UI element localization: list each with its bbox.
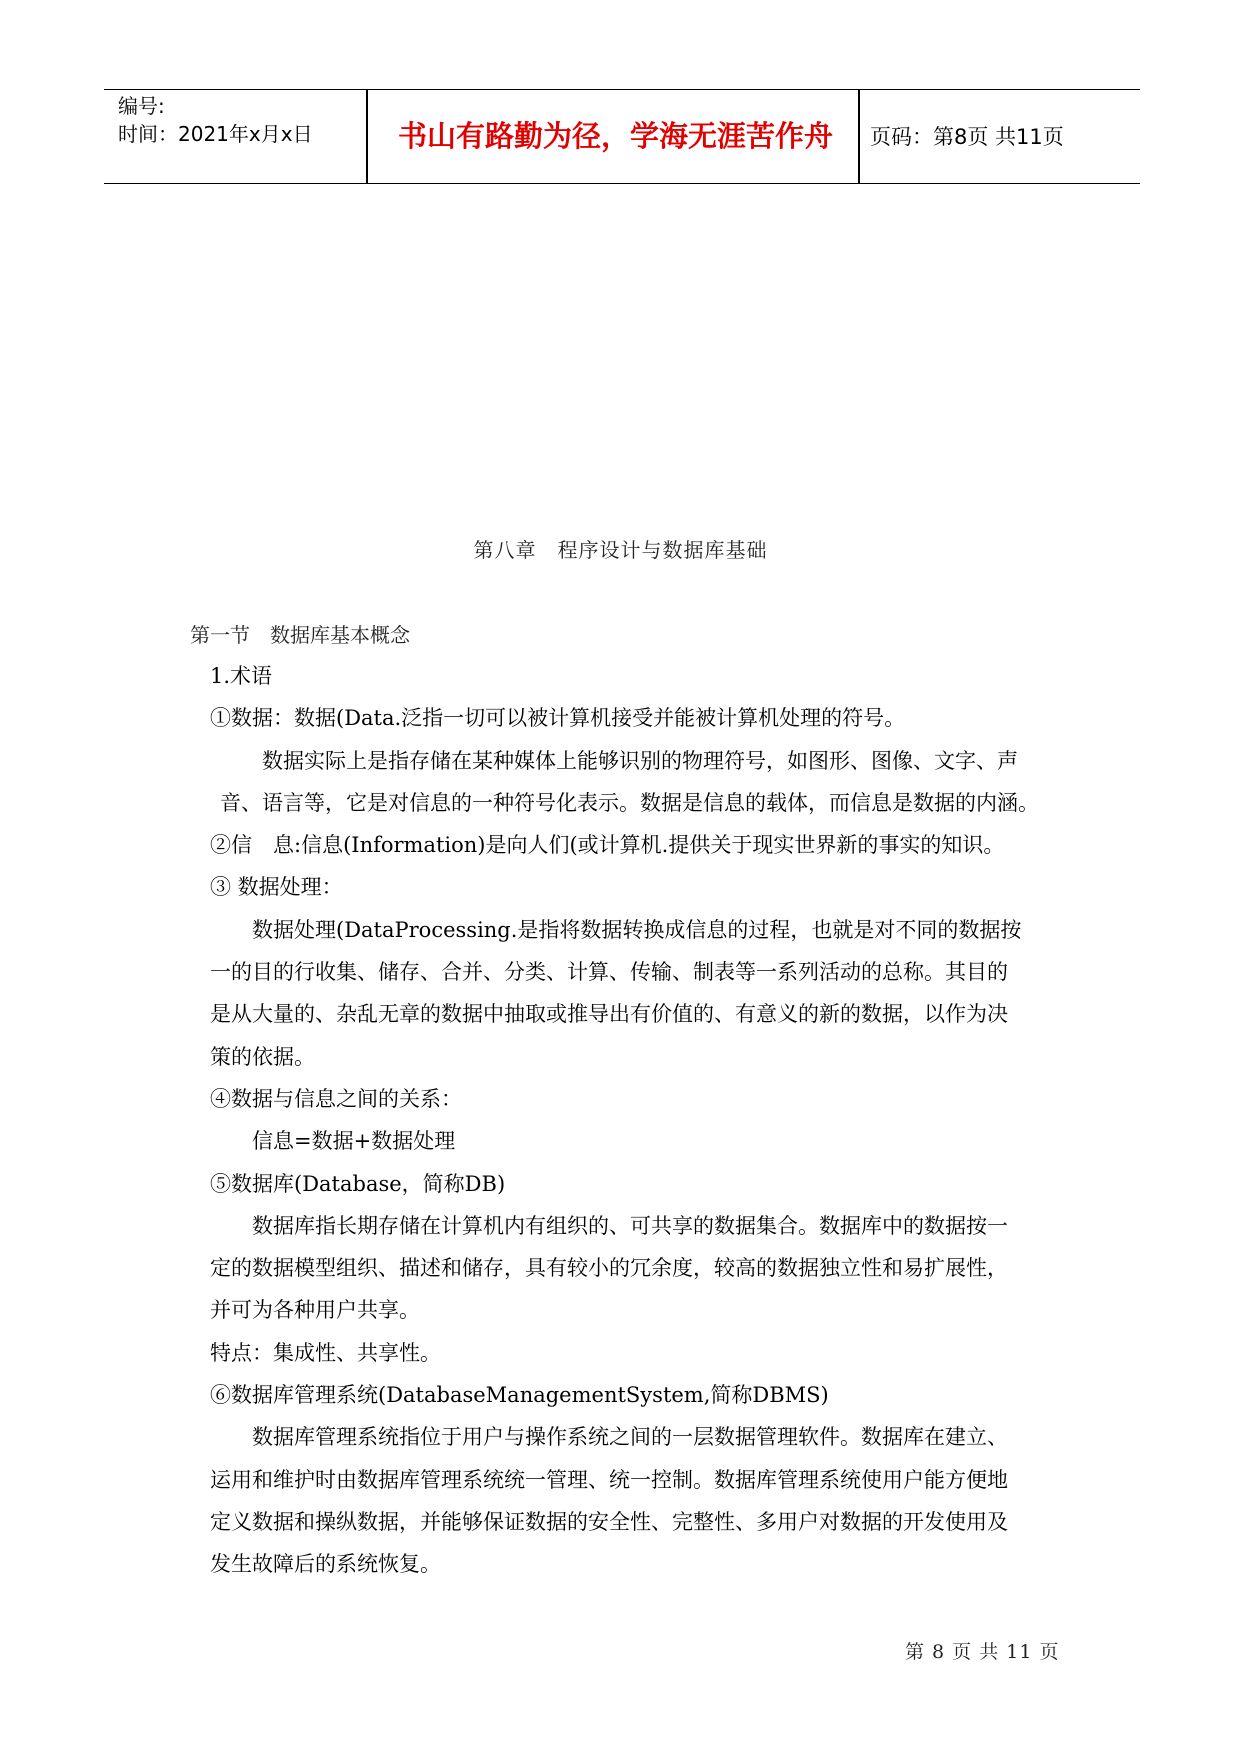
header-motto: 书山有路勤为径，学海无涯苦作舟 [397,119,833,153]
paragraph: 发生故障后的系统恢复。 [210,1552,441,1577]
paragraph: ③ 数据处理： [210,875,343,900]
paragraph: 定义数据和操纵数据，并能够保证数据的安全性、完整性、多用户对数据的开发使用及 [210,1509,1008,1534]
paragraph: 信息=数据+数据处理 [252,1129,456,1154]
paragraph: 策的依据。 [210,1044,315,1069]
paragraph: 定的数据模型组织、描述和储存，具有较小的冗余度，较高的数据独立性和易扩展性， [210,1256,1008,1281]
paragraph: 音、语言等，它是对信息的一种符号化表示。数据是信息的载体，而信息是数据的内涵。 [220,790,1039,815]
time-label: 时间：2021年x月x日 [118,122,313,146]
paragraph: 一的目的行收集、储存、合并、分类、计算、传输、制表等一系列活动的总称。其目的 [210,960,1008,985]
paragraph: 数据实际上是指存储在某种媒体上能够识别的物理符号，如图形、图像、文字、声 [262,748,1018,773]
paragraph: ④数据与信息之间的关系： [210,1086,462,1111]
paragraph: 运用和维护时由数据库管理系统统一管理、统一控制。数据库管理系统使用户能方便地 [210,1467,1008,1492]
paragraph: ⑥数据库管理系统(DatabaseManagementSystem,简称DBMS) [210,1383,829,1408]
paragraph: ⑤数据库(Database，简称DB) [210,1171,506,1196]
paragraph: ①数据：数据(Data.泛指一切可以被计算机接受并能被计算机处理的符号。 [210,706,906,731]
header-divider-left [366,90,368,183]
paragraph: 并可为各种用户共享。 [210,1298,420,1323]
header-meta [118,92,313,148]
paragraph: 是从大量的、杂乱无章的数据中抽取或推导出有价值的、有意义的新的数据，以作为决 [210,1002,1008,1027]
paragraph: 数据库管理系统指位于用户与操作系统之间的一层数据管理软件。数据库在建立、 [252,1425,1008,1450]
section-title: 第一节 数据库基本概念 [190,623,410,647]
chapter-title: 第八章 程序设计与数据库基础 [473,538,768,562]
paragraph: 数据处理(DataProcessing.是指将数据转换成信息的过程，也就是对不同的数据按 [252,917,1022,942]
page-header [104,89,1140,184]
page-footer: 第 8 页 共 11 页 [905,1641,1060,1663]
document-body [210,655,1060,1586]
header-divider-right [858,90,860,183]
header-page-label: 页码：第8页 共11页 [870,125,1064,149]
serial-label: 编号: [118,94,165,118]
paragraph: 特点：集成性、共享性。 [210,1340,441,1365]
paragraph: 数据库指长期存储在计算机内有组织的、可共享的数据集合。数据库中的数据按一 [252,1213,1008,1238]
paragraph: 1.术语 [210,664,273,688]
paragraph: ②信 息:信息(Information)是向人们(或计算机.提供关于现实世界新的事实的知识。 [210,833,1005,858]
